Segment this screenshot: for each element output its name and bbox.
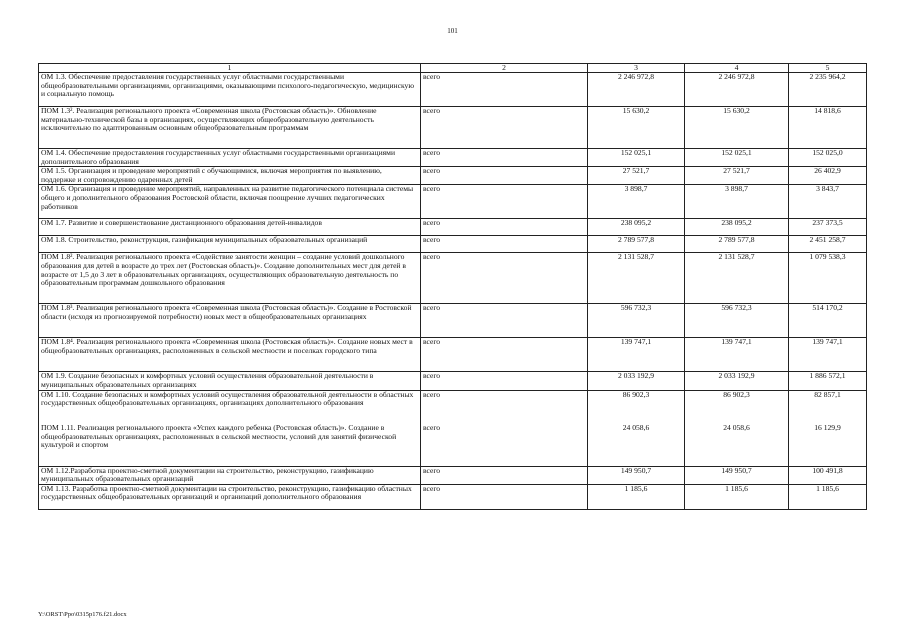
value-col5-cell: 1 886 572,1 xyxy=(789,372,867,390)
row-name-cell: ОМ 1.7. Развитие и совершенствование дистанционного образования детей-инвалидов xyxy=(39,219,421,236)
row-type-cell: всего xyxy=(421,185,588,219)
value-col4-cell: 2 033 192,9 xyxy=(685,372,789,390)
value-col5-cell: 82 857,1 xyxy=(789,390,867,424)
table-row xyxy=(39,219,867,236)
row-name-cell: ОМ 1.9. Создание безопасных и комфортных условий осуществления образовательной деятельности в муниципальных образовательных организациях xyxy=(39,372,421,390)
budget-table xyxy=(38,63,867,510)
value-col3-cell: 2 789 577,8 xyxy=(588,236,685,253)
value-col4-cell: 149 950,7 xyxy=(685,466,789,484)
row-type-cell: всего xyxy=(421,219,588,236)
row-name-cell: ОМ 1.5. Организация и проведение мероприятий с обучающимися, включая мероприятия по выявлению, поддержке и сопровождению одаренных детей xyxy=(39,167,421,185)
row-name-cell: ОМ 1.12.Разработка проектно-сметной документации на строительство, реконструкцию, газификацию муниципальных образовательных организаций xyxy=(39,466,421,484)
header-cell: 4 xyxy=(685,64,789,73)
row-name-cell: ПОМ 1.8³. Реализация регионального проекта «Современная школа (Ростовская область)». Создание в Ростовской области (исходя из прогнозируемой потребности) новых мест в общеобразовательных организациях xyxy=(39,304,421,338)
table-row xyxy=(39,390,867,424)
row-name-cell: ПОМ 1.8⁴. Реализация регионального проекта «Современная школа (Ростовская область)». Создание новых мест в общеобразовательных организациях, расположенных в сельской местности и поселках городского типа xyxy=(39,338,421,372)
value-col5-cell: 1 185,6 xyxy=(789,484,867,509)
value-col3-cell: 238 095,2 xyxy=(588,219,685,236)
value-col4-cell: 1 185,6 xyxy=(685,484,789,509)
value-col5-cell: 26 402,9 xyxy=(789,167,867,185)
row-type-cell: всего xyxy=(421,466,588,484)
row-type-cell: всего xyxy=(421,107,588,149)
value-col5-cell: 514 170,2 xyxy=(789,304,867,338)
value-col5-cell: 1 079 538,3 xyxy=(789,253,867,304)
row-type-cell: всего xyxy=(421,372,588,390)
table-row xyxy=(39,304,867,338)
value-col5-cell: 3 843,7 xyxy=(789,185,867,219)
value-col3-cell: 86 902,3 xyxy=(588,390,685,424)
row-type-cell: всего xyxy=(421,149,588,167)
page-number: 101 xyxy=(447,27,458,35)
row-type-cell: всего xyxy=(421,253,588,304)
row-type-cell: всего xyxy=(421,73,588,107)
value-col4-cell: 2 131 528,7 xyxy=(685,253,789,304)
value-col3-cell: 596 732,3 xyxy=(588,304,685,338)
row-name-cell: ОМ 1.4. Обеспечение предоставления государственных услуг областными государственными организациями дополнительного образования xyxy=(39,149,421,167)
value-col4-cell: 238 095,2 xyxy=(685,219,789,236)
value-col4-cell: 27 521,7 xyxy=(685,167,789,185)
value-col3-cell: 139 747,1 xyxy=(588,338,685,372)
row-name-cell: ОМ 1.6. Организация и проведение мероприятий, направленных на развитие педагогического потенциала системы общего и дополнительного образования Ростовской области, включая поощрение лучших педагогических работников xyxy=(39,185,421,219)
row-name-cell: ОМ 1.8. Строительство, реконструкция, газификация муниципальных образовательных организаций xyxy=(39,236,421,253)
value-col3-cell: 15 630,2 xyxy=(588,107,685,149)
table-row xyxy=(39,185,867,219)
value-col3-cell: 27 521,7 xyxy=(588,167,685,185)
header-row xyxy=(39,64,867,73)
row-name-cell: ПОМ 1.8². Реализация регионального проекта «Содействие занятости женщин – создание условий дошкольного образования для детей в возрасте до трех лет (Ростовская область)». Создание дополнительных мест для детей в возрасте от 1,5 до 3 лет в образовательных организациях, осуществляющих образовательную деятельность по образовательным программам дошкольного образования xyxy=(39,253,421,304)
row-type-cell: всего xyxy=(421,338,588,372)
header-cell: 2 xyxy=(421,64,588,73)
value-col5-cell: 139 747,1 xyxy=(789,338,867,372)
row-name-cell: ОМ 1.13. Разработка проектно-сметной документации на строительство, реконструкцию, газификацию областных государственных общеобразовательных организаций и организаций дополнительного образования xyxy=(39,484,421,509)
table-row xyxy=(39,107,867,149)
row-name-cell: ПОМ 1.3². Реализация регионального проекта «Современная школа (Ростовская область)». Обновление материально-технической базы в организациях, осуществляющих общеобразовательную деятельность исключительно по адаптированным основным общеобразовательным программам xyxy=(39,107,421,149)
table-row xyxy=(39,73,867,107)
value-col4-cell: 139 747,1 xyxy=(685,338,789,372)
value-col5-cell: 100 491,8 xyxy=(789,466,867,484)
header-cell: 1 xyxy=(39,64,421,73)
value-col4-cell: 86 902,3 xyxy=(685,390,789,424)
table-row xyxy=(39,424,867,466)
value-col5-cell: 237 373,5 xyxy=(789,219,867,236)
row-type-cell: всего xyxy=(421,236,588,253)
value-col3-cell: 149 950,7 xyxy=(588,466,685,484)
header-cell: 5 xyxy=(789,64,867,73)
value-col3-cell: 2 246 972,8 xyxy=(588,73,685,107)
value-col4-cell: 596 732,3 xyxy=(685,304,789,338)
value-col3-cell: 3 898,7 xyxy=(588,185,685,219)
table-row xyxy=(39,484,867,509)
row-type-cell: всего xyxy=(421,390,588,424)
table-row xyxy=(39,167,867,185)
table-row xyxy=(39,338,867,372)
value-col4-cell: 3 898,7 xyxy=(685,185,789,219)
table-row xyxy=(39,253,867,304)
header-cell: 3 xyxy=(588,64,685,73)
value-col3-cell: 152 025,1 xyxy=(588,149,685,167)
row-type-cell: всего xyxy=(421,484,588,509)
value-col5-cell: 2 235 964,2 xyxy=(789,73,867,107)
value-col5-cell: 14 818,6 xyxy=(789,107,867,149)
value-col4-cell: 15 630,2 xyxy=(685,107,789,149)
value-col4-cell: 24 058,6 xyxy=(685,424,789,466)
value-col3-cell: 24 058,6 xyxy=(588,424,685,466)
value-col4-cell: 2 246 972,8 xyxy=(685,73,789,107)
row-type-cell: всего xyxy=(421,167,588,185)
footer-file-path: Y:\ORST\Ppo\0315p176.f21.docx xyxy=(38,611,127,618)
table-row xyxy=(39,372,867,390)
row-name-cell: ПОМ 1.11. Реализация регионального проекта «Успех каждого ребенка (Ростовская область)». Создание в общеобразовательных организациях, расположенных в сельской местности, условий для занятий физической культурой и спортом xyxy=(39,424,421,466)
table-row xyxy=(39,236,867,253)
row-name-cell: ОМ 1.10. Создание безопасных и комфортных условий осуществления образовательной деятельности в областных государственных общеобразовательных организациях, организациях дополнительного образования xyxy=(39,390,421,424)
value-col3-cell: 2 033 192,9 xyxy=(588,372,685,390)
value-col5-cell: 152 025,0 xyxy=(789,149,867,167)
row-type-cell: всего xyxy=(421,424,588,466)
value-col3-cell: 2 131 528,7 xyxy=(588,253,685,304)
row-type-cell: всего xyxy=(421,304,588,338)
value-col5-cell: 2 451 258,7 xyxy=(789,236,867,253)
table-row xyxy=(39,466,867,484)
value-col5-cell: 16 129,9 xyxy=(789,424,867,466)
table-row xyxy=(39,149,867,167)
value-col4-cell: 152 025,1 xyxy=(685,149,789,167)
value-col4-cell: 2 789 577,8 xyxy=(685,236,789,253)
value-col3-cell: 1 185,6 xyxy=(588,484,685,509)
row-name-cell: ОМ 1.3. Обеспечение предоставления государственных услуг областными государственными общеобразовательными организациями, организациями, оказывающими психолого-педагогическую, медицинскую и социальную помощь xyxy=(39,73,421,107)
